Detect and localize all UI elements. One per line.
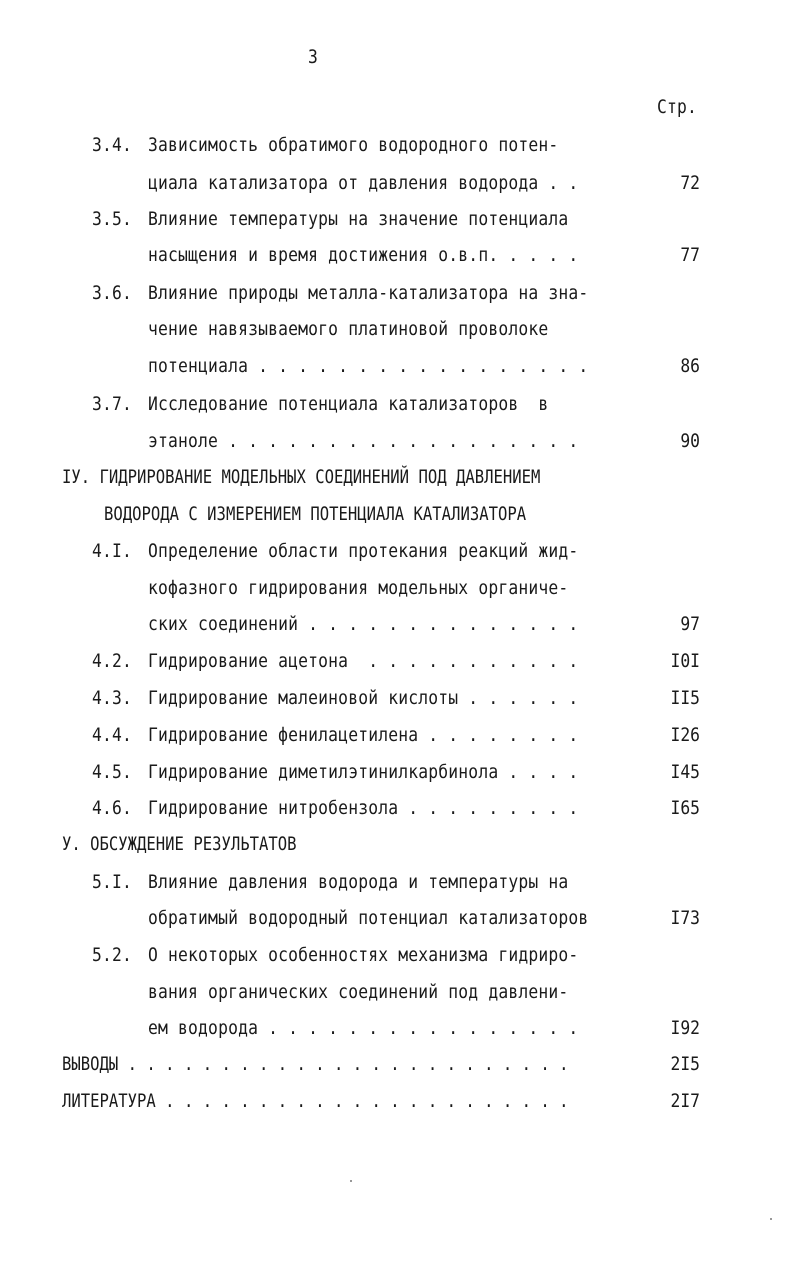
entry-page: I65 [670, 797, 700, 819]
entry-page: I73 [670, 907, 700, 929]
entry-text: ских соединений . . . . . . . . . . . . . . [148, 613, 579, 635]
entry-number: 4.3. [92, 687, 133, 709]
entry-number: 4.I. [92, 540, 133, 562]
entry-text: Исследование потенциала катализаторов в [148, 393, 549, 415]
entry-text: Гидрирование диметилэтинилкарбинола . . . . [148, 761, 579, 783]
chapter-heading: У. ОБСУЖДЕНИЕ РЕЗУЛЬТАТОВ [62, 833, 297, 855]
literature-entry: ЛИТЕРАТУРА . . . . . . . . . . . . . . . . . . . . . . [62, 1090, 569, 1112]
entry-page: I92 [670, 1017, 700, 1039]
entry-text: кофазного гидрирования модельных органиче- [148, 577, 569, 599]
entry-text: циала катализатора от давления водорода . . [148, 172, 579, 194]
entry-text: О некоторых особенностях механизма гидриро- [148, 944, 579, 966]
entry-page: 97 [680, 613, 700, 635]
entry-number: 4.6. [92, 797, 133, 819]
page-column-label: Стр. [657, 96, 698, 118]
entry-page: 2I7 [670, 1090, 700, 1112]
scan-speck [770, 1218, 772, 1220]
entry-text: Зависимость обратимого водородного потен- [148, 134, 559, 156]
page-number: 3 [308, 46, 319, 68]
conclusions-entry: ВЫВОДЫ . . . . . . . . . . . . . . . . . . . . . . . . [62, 1053, 569, 1075]
chapter-heading: IУ. ГИДРИРОВАНИЕ МОДЕЛЬНЫХ СОЕДИНЕНИЙ ПОД ДАВЛЕНИЕМ [62, 466, 541, 488]
entry-text: Определение области протекания реакций жид- [148, 540, 579, 562]
entry-text: Гидрирование ацетона . . . . . . . . . . . [148, 650, 579, 672]
entry-text: обратимый водородный потенциал катализаторов [148, 907, 589, 929]
entry-text: Влияние температуры на значение потенциала [148, 208, 569, 230]
entry-number: 5.I. [92, 871, 133, 893]
entry-text: чение навязываемого платиновой проволоке [148, 318, 549, 340]
entry-text: потенциала . . . . . . . . . . . . . . . . . [148, 355, 589, 377]
entry-page: I0I [670, 650, 700, 672]
entry-text: Влияние давления водорода и температуры на [148, 871, 569, 893]
entry-text: ем водорода . . . . . . . . . . . . . . . . [148, 1017, 579, 1039]
entry-text: Гидрирование малеиновой кислоты . . . . . . [148, 687, 579, 709]
entry-page: 72 [680, 172, 700, 194]
entry-text: насыщения и время достижения о.в.п. . . . . [148, 244, 579, 266]
entry-number: 3.7. [92, 393, 133, 415]
entry-page: 77 [680, 244, 700, 266]
entry-number: 4.5. [92, 761, 133, 783]
entry-number: 5.2. [92, 944, 133, 966]
entry-page: I26 [670, 724, 700, 746]
entry-number: 4.2. [92, 650, 133, 672]
scan-speck [350, 1180, 352, 1182]
entry-number: 3.5. [92, 208, 133, 230]
chapter-heading: ВОДОРОДА С ИЗМЕРЕНИЕМ ПОТЕНЦИАЛА КАТАЛИЗАТОРА [104, 503, 527, 525]
entry-number: 3.4. [92, 134, 133, 156]
entry-text: этаноле . . . . . . . . . . . . . . . . . . [148, 430, 579, 452]
entry-page: 2I5 [670, 1053, 700, 1075]
entry-number: 3.6. [92, 282, 133, 304]
entry-number: 4.4. [92, 724, 133, 746]
entry-text: Гидрирование фенилацетилена . . . . . . . . [148, 724, 579, 746]
entry-text: вания органических соединений под давлени- [148, 981, 569, 1003]
entry-page: 86 [680, 355, 700, 377]
entry-text: Гидрирование нитробензола . . . . . . . . . [148, 797, 579, 819]
entry-page: II5 [670, 687, 700, 709]
entry-page: I45 [670, 761, 700, 783]
entry-page: 90 [680, 430, 700, 452]
entry-text: Влияние природы металла-катализатора на зна- [148, 282, 589, 304]
